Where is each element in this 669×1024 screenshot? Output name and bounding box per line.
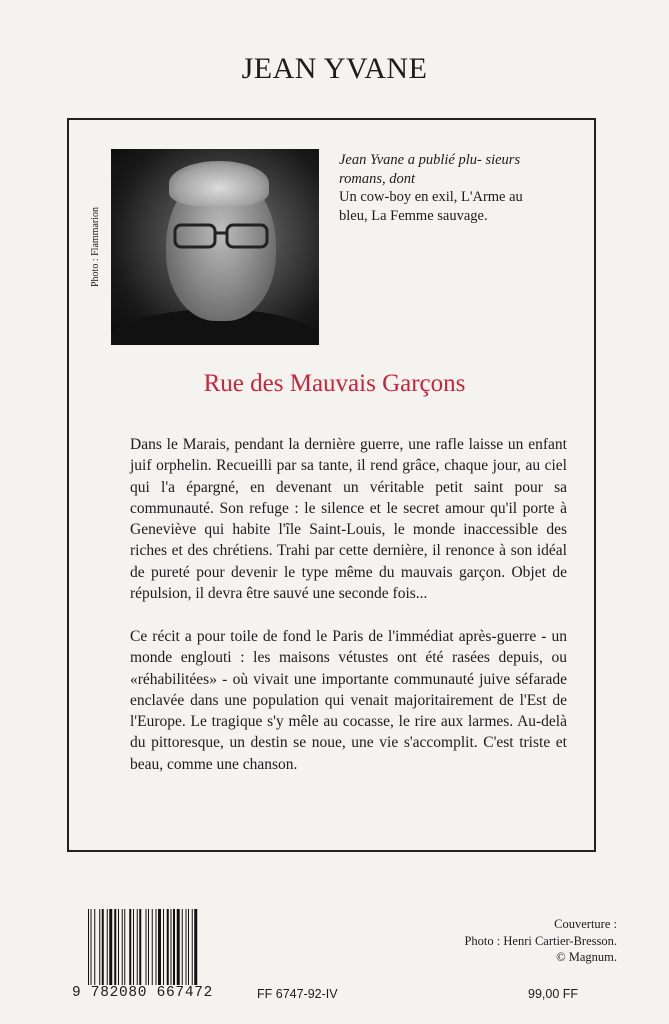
blurb-paragraph-2: Ce récit a pour toile de fond le Paris de l'immédiat après-guerre - un monde englouti : les maisons vétustes ont été rasées depuis, ou «réhabilitées» - où vivait une importante communauté juive séfarade enclavée dans une population qui venait majoritairement de l'Est de l'Europe. Le tragique s'y mêle au cocasse, le rire aux larmes. Au-delà du pittoresque, un destin se noue, une vie s'accomplit. C'est triste et beau, comme une chanson.: [130, 628, 567, 773]
bio-works: Un cow-boy en exil, L'Arme au bleu, La Femme sauvage.: [339, 189, 523, 224]
photo-credit: Photo : Flammarion: [90, 207, 101, 287]
blurb-paragraph-1: Dans le Marais, pendant la dernière guerre, une rafle laisse un enfant juif orphelin. Recueilli par sa tante, il rend grâce, chaque jour, au ciel qui l'a épargné, en devenant un véritable petit saint pour sa communauté. Son refuge : le silence et le secret amour qu'il porte à Geneviève qui habite l'île Saint-Louis, le monde inaccessible des riches et des chrétiens. Trahi par cette dernière, il renonce à son idéal de pureté pour devenir le type même du mauvais garçon. Objet de répulsion, il devra être sauvé une seconde fois...: [130, 436, 567, 603]
book-title: Rue des Mauvais Garçons: [203, 370, 466, 397]
cover-credit: [464, 916, 617, 966]
price: 99,00 FF: [528, 987, 579, 1001]
bio-intro: Jean Yvane a publié plu- sieurs romans, dont: [339, 152, 521, 187]
author-bio: [339, 151, 539, 225]
cover-credit-photo: Photo : Henri Cartier-Bresson.: [464, 933, 617, 948]
author-name: JEAN YVANE: [241, 52, 428, 85]
isbn-digits: 9 782080 667472: [72, 985, 214, 1001]
reference-code: FF 6747-92-IV: [257, 987, 338, 1001]
cover-credit-agency: © Magnum.: [556, 950, 617, 964]
barcode: [88, 909, 238, 985]
cover-credit-label: Couverture :: [554, 917, 617, 931]
author-photo: [111, 149, 319, 345]
